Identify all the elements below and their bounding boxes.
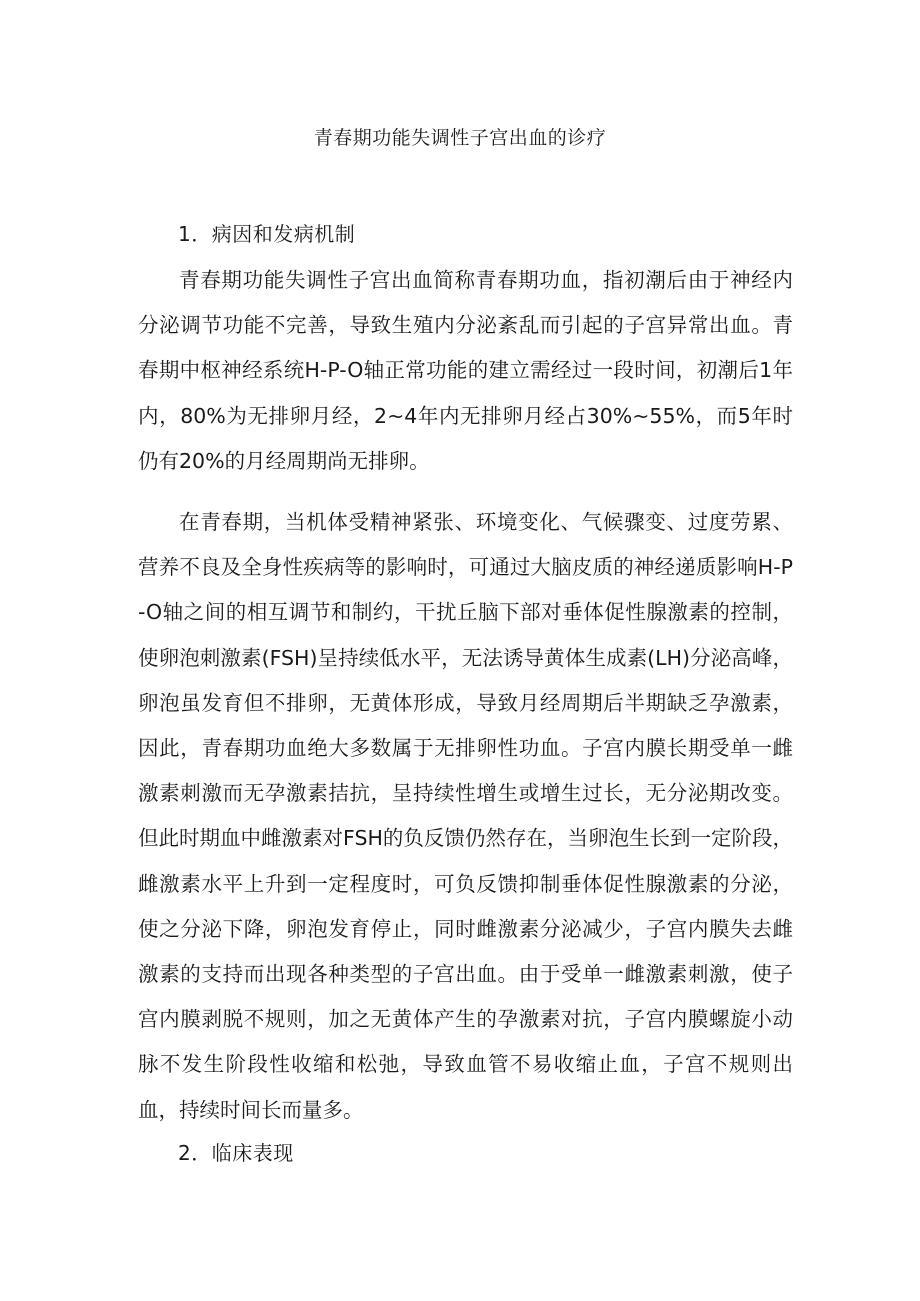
body-paragraph: 青春期功能失调性子宫出血简称青春期功血，指初潮后由于神经内分泌调节功能不完善，导致生殖内分泌紊乱而引起的子宫异常出血。青春期中枢神经系统H-P-O轴正常功能的建立需经过一段时间，初潮后1年内，80%为无排卵月经，2~4年内无排卵月经占30%~55%，而5年时仍有20%的月经周期尚无排卵。 [138, 268, 793, 473]
section-heading-clinical-manifestations: 2．临床表现 [178, 1141, 294, 1165]
section-heading-etiology: 1．病因和发病机制 [178, 222, 356, 246]
body-paragraph: 在青春期，当机体受精神紧张、环境变化、气候骤变、过度劳累、营养不良及全身性疾病等的影响时，可通过大脑皮质的神经递质影响H-P-O轴之间的相互调节和制约，干扰丘脑下部对垂体促性腺激素的控制，使卵泡刺激素(FSH)呈持续低水平，无法诱导黄体生成素(LH)分泌高峰，卵泡虽发育但不排卵，无黄体形成，导致月经周期后半期缺乏孕激素，因此，青春期功血绝大多数属于无排卵性功血。子宫内膜长期受单一雌激素刺激而无孕激素拮抗，呈持续性增生或增生过长，无分泌期改变。但此时期血中雌激素对FSH的负反馈仍然存在，当卵泡生长到一定阶段，雌激素水平上升到一定程度时，可负反馈抑制垂体促性腺激素的分泌，使之分泌下降，卵泡发育停止，同时雌激素分泌减少，子宫内膜失去雌激素的支持而出现各种类型的子宫出血。由于受单一雌激素刺激，使子宫内膜剥脱不规则，加之无黄体产生的孕激素对抗，子宫内膜螺旋小动脉不发生阶段性收缩和松弛，导致血管不易收缩止血，子宫不规则出血，持续时间长而量多。 [138, 510, 793, 1122]
document-title: 青春期功能失调性子宫出血的诊疗 [313, 127, 607, 149]
